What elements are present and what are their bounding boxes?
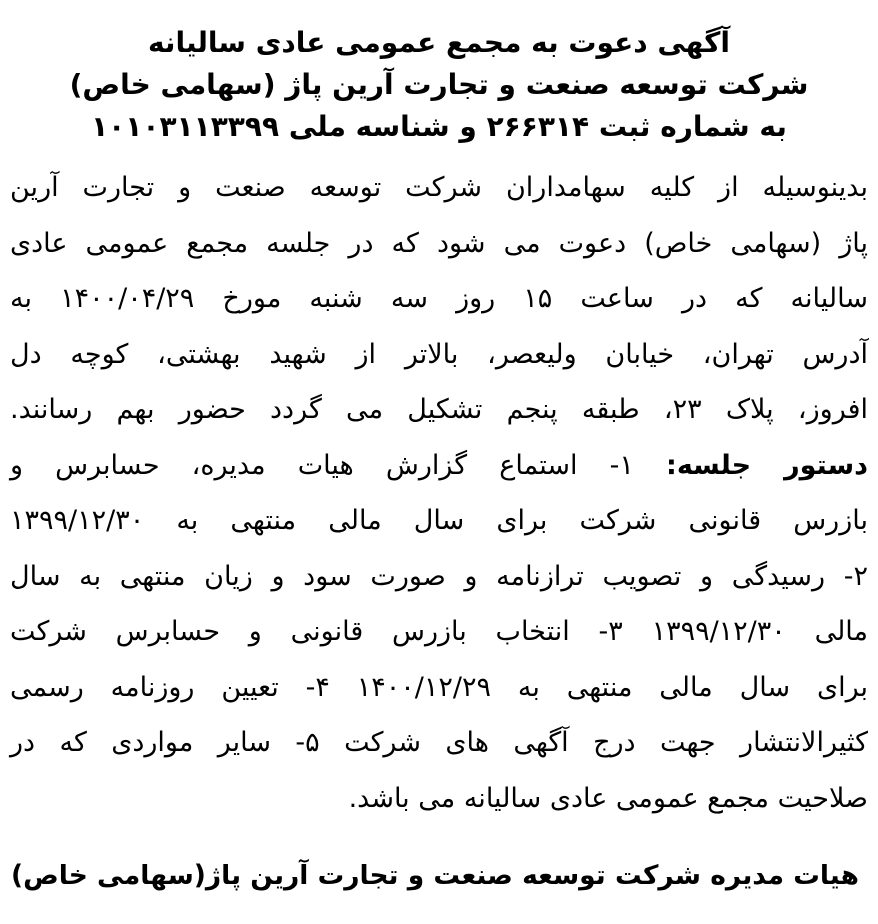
agenda-line-3: ۲- رسیدگی و تصویب ترازنامه و صورت سود و زیان منتهی به سال <box>10 560 868 592</box>
body-line-5: افروز، پلاک ۲۳، طبقه پنجم تشکیل می گردد حضور بهم رسانند. <box>10 394 868 425</box>
agenda-line-2: بازرس قانونی شرکت برای سال مالی منتهی به ۱۳۹۹/۱۲/۳۰ <box>10 505 868 536</box>
body-line-2: پاژ (سهامی خاص) دعوت می شود که در جلسه مجمع عمومی عادی <box>10 227 868 259</box>
body-line-1: بدینوسیله از کلیه سهامداران شرکت توسعه صنعت و تجارت آرین <box>10 172 868 203</box>
agenda-line-5: برای سال مالی منتهی به ۱۴۰۰/۱۲/۲۹ ۴- تعیین روزنامه رسمی <box>10 671 868 703</box>
agenda-label: دستور جلسه: <box>666 449 868 481</box>
agenda-line-4: مالی ۱۳۹۹/۱۲/۳۰ ۳- انتخاب بازرس قانونی و حسابرس شرکت <box>10 616 868 647</box>
body-line-4: آدرس تهران، خیابان ولیعصر، بالاتر از شهید بهشتی، کوچه دل <box>10 338 868 370</box>
agenda-item-1-text: ۱- استماع گزارش هیات مدیره، حسابرس و <box>10 449 667 481</box>
title-line-2: شرکت توسعه صنعت و تجارت آرین پاژ (سهامی خاص) <box>69 68 809 101</box>
body-line-3: سالیانه که در ساعت ۱۵ روز سه شنبه مورخ ۱۴۰۰/۰۴/۲۹ به <box>10 283 868 314</box>
notice-body <box>10 160 868 826</box>
notice-title <box>10 22 868 148</box>
agenda-line-7: صلاحیت مجمع عمومی عادی سالیانه می باشد. <box>348 782 868 814</box>
title-line-3: به شماره ثبت ۲۶۶۳۱۴ و شناسه ملی ۱۰۱۰۳۱۱۳۳۹۹ <box>91 110 787 143</box>
title-line-1: آگهی دعوت به مجمع عمومی عادی سالیانه <box>147 26 731 59</box>
agenda-line-1 <box>10 438 868 494</box>
agenda-line-6: کثیرالانتشار جهت درج آگهی های شرکت ۵- سایر مواردی که در <box>10 727 868 758</box>
board-signature: هیات مدیره شرکت توسعه صنعت و تجارت آرین پاژ(سهامی خاص) <box>11 860 859 891</box>
